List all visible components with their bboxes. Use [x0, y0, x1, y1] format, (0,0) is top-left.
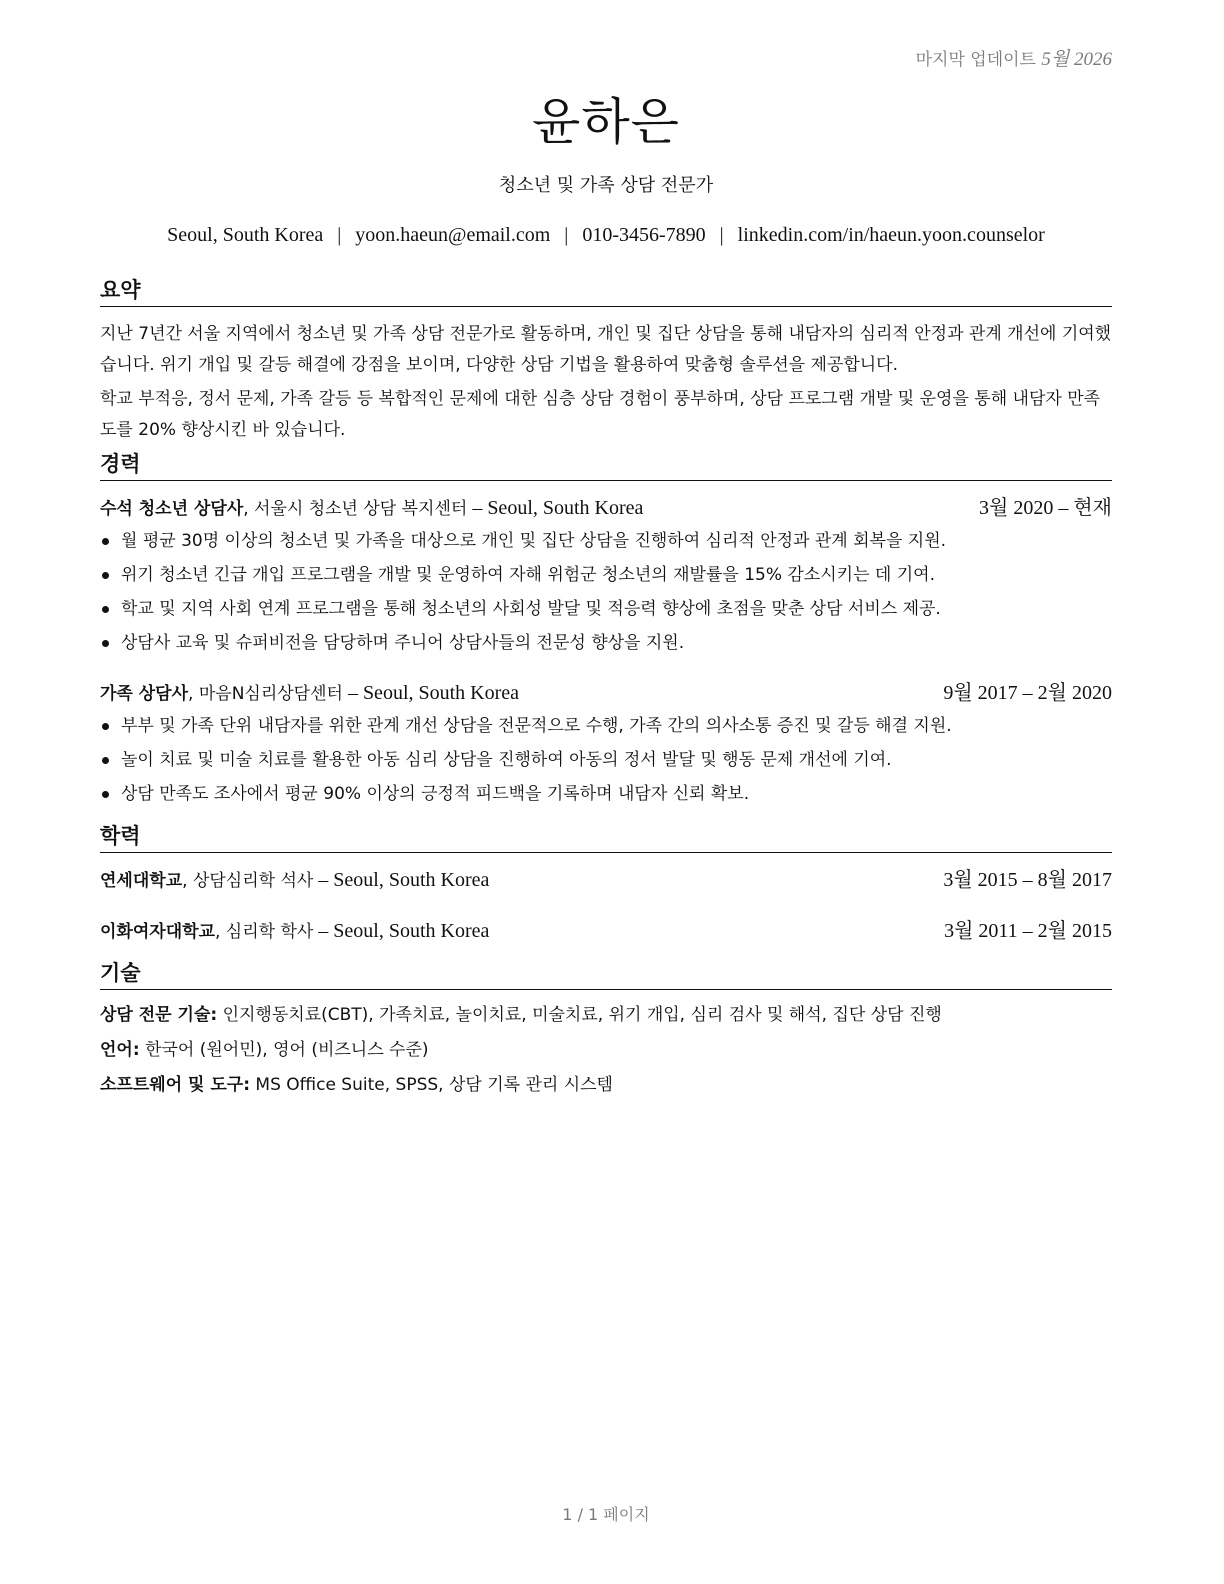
skill-value: 한국어 (원어민), 영어 (비즈니스 수준)	[145, 1040, 429, 1060]
job-organization: 서울시 청소년 상담 복지센터	[254, 499, 468, 519]
candidate-headline: 청소년 및 가족 상담 전문가	[498, 175, 714, 196]
page-indicator: 1 / 1 페이지	[562, 1505, 650, 1524]
section-title-summary: 요약	[100, 276, 1112, 307]
summary-paragraph: 지난 7년간 서울 지역에서 청소년 및 가족 상담 전문가로 활동하며, 개인 및 집단 상담을 통해 내담자의 심리적 안정과 관계 개선에 기여했습니다. 위기 개입 및 갈등 해결에 강점을 보이며, 다양한 상담 기법을 활용하여 맞춤형 솔루션을 제공합니다.	[100, 324, 1112, 375]
section-title-education: 학력	[100, 822, 1112, 853]
education-section	[100, 822, 1112, 947]
skill-label: 언어:	[100, 1040, 140, 1060]
job-dates: 9월 2017 – 2월 2020	[943, 682, 1112, 704]
skill-line	[100, 1068, 1112, 1103]
job-bullet: 월 평균 30명 이상의 청소년 및 가족을 대상으로 개인 및 집단 상담을 진행하여 심리적 안정과 관계 회복을 지원.	[100, 524, 1112, 558]
education-entry: 연세대학교, 상담심리학 석사 – Seoul, South Korea 3월 2015 – 8월 2017	[100, 865, 1112, 896]
job-dates: 3월 2020 – 현재	[979, 497, 1112, 519]
education-school: 이화여자대학교	[100, 922, 215, 942]
education-school: 연세대학교	[100, 871, 183, 891]
job-role: 가족 상담사	[100, 684, 189, 704]
contact-line	[80, 224, 1132, 247]
job-header: 가족 상담사, 마음N심리상담센터 – Seoul, South Korea 9월 2017 – 2월 2020	[100, 678, 1112, 709]
job-entry	[100, 678, 1112, 811]
contact-separator: |	[337, 224, 342, 246]
skills-section	[100, 959, 1112, 1103]
job-organization: 마음N심리상담센터	[198, 684, 343, 704]
job-bullets	[100, 524, 1112, 660]
job-bullet: 상담 만족도 조사에서 평균 90% 이상의 긍정적 피드백을 기록하며 내담자 신뢰 확보.	[100, 777, 1112, 811]
job-bullet: 놀이 치료 및 미술 치료를 활용한 아동 심리 상담을 진행하여 아동의 정서 발달 및 행동 문제 개선에 기여.	[100, 743, 1112, 777]
contact-separator: |	[719, 224, 724, 246]
job-header: 수석 청소년 상담사, 서울시 청소년 상담 복지센터 – Seoul, South Korea 3월 2020 – 현재	[100, 493, 1112, 524]
job-location: Seoul, South Korea	[362, 682, 520, 704]
education-location: Seoul, South Korea	[333, 869, 490, 891]
contact-phone[interactable]: 010-3456-7890	[582, 224, 706, 246]
education-entry: 이화여자대학교, 심리학 학사 – Seoul, South Korea 3월 2011 – 2월 2015	[100, 916, 1112, 947]
education-degree: 상담심리학 석사	[192, 871, 314, 891]
job-role: 수석 청소년 상담사	[100, 499, 244, 519]
contact-location: Seoul, South Korea	[167, 224, 324, 246]
contact-separator: |	[564, 224, 569, 246]
education-dates: 3월 2015 – 8월 2017	[943, 869, 1112, 891]
skill-line	[100, 998, 1112, 1033]
skill-value: MS Office Suite, SPSS, 상담 기록 관리 시스템	[255, 1075, 613, 1095]
skill-value: 인지행동치료(CBT), 가족치료, 놀이치료, 미술치료, 위기 개입, 심리 검사 및 해석, 집단 상담 진행	[222, 1005, 942, 1025]
skill-line	[100, 1033, 1112, 1068]
skill-label: 상담 전문 기술:	[100, 1005, 218, 1025]
candidate-name: 윤하은	[532, 93, 680, 151]
section-title-skills: 기술	[100, 959, 1112, 990]
last-updated	[916, 44, 1112, 71]
education-location: Seoul, South Korea	[333, 920, 490, 942]
contact-linkedin[interactable]: linkedin.com/in/haeun.yoon.counselor	[737, 224, 1045, 246]
job-location: Seoul, South Korea	[487, 497, 644, 519]
job-entry	[100, 493, 1112, 660]
job-bullet: 학교 및 지역 사회 연계 프로그램을 통해 청소년의 사회성 발달 및 적응력 향상에 초점을 맞춘 상담 서비스 제공.	[100, 592, 1112, 626]
education-dates: 3월 2011 – 2월 2015	[944, 920, 1112, 942]
resume-page	[100, 0, 1112, 1584]
skill-label: 소프트웨어 및 도구:	[100, 1075, 251, 1095]
summary-paragraph: 학교 부적응, 정서 문제, 가족 갈등 등 복합적인 문제에 대한 심층 상담 경험이 풍부하며, 상담 프로그램 개발 및 운영을 통해 내담자 만족도를 20% 향상시킨 바 있습니다.	[100, 389, 1101, 440]
job-bullet: 부부 및 가족 단위 내담자를 위한 관계 개선 상담을 전문적으로 수행, 가족 간의 의사소통 증진 및 갈등 해결 지원.	[100, 709, 1112, 743]
education-degree: 심리학 학사	[225, 922, 314, 942]
last-updated-label: 마지막 업데이트	[915, 50, 1036, 70]
summary-section	[100, 276, 1112, 446]
job-bullet: 위기 청소년 긴급 개입 프로그램을 개발 및 운영하여 자해 위험군 청소년의 재발률을 15% 감소시키는 데 기여.	[100, 558, 1112, 592]
job-bullets	[100, 709, 1112, 811]
section-title-experience: 경력	[100, 450, 1112, 481]
last-updated-date: 5월 2026	[1041, 49, 1112, 70]
contact-email[interactable]: yoon.haeun@email.com	[355, 224, 551, 246]
job-bullet: 상담사 교육 및 슈퍼비전을 담당하며 주니어 상담사들의 전문성 향상을 지원.	[100, 626, 1112, 660]
experience-section	[100, 450, 1112, 811]
